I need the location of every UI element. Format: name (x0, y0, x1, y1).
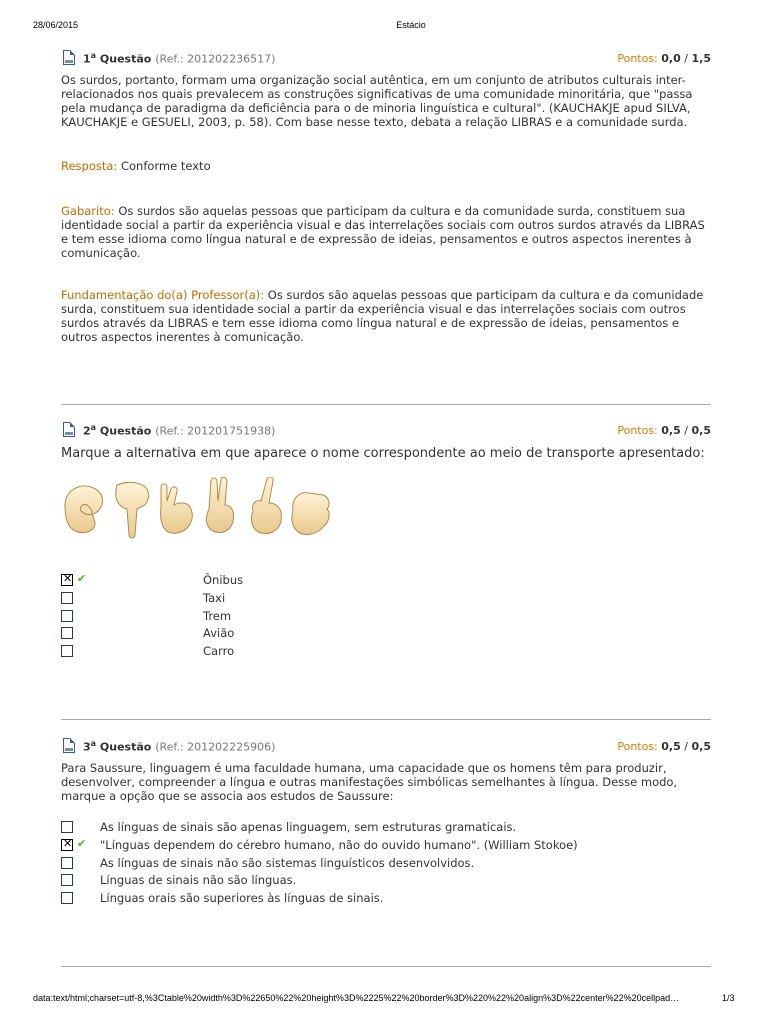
hand-sign-3 (161, 484, 193, 533)
option-row[interactable] (61, 591, 361, 607)
option-label: Taxi (203, 591, 226, 605)
question-2-points: Pontos: 0,5 / 0,5 (617, 424, 711, 437)
checkbox[interactable] (61, 874, 73, 886)
checkbox[interactable] (61, 645, 73, 657)
question-3-header (61, 738, 711, 756)
check-icon: ✔ (77, 837, 87, 850)
question-2-header (61, 422, 711, 440)
question-2-title: 2$^a$ Questão (Ref.: 201201751938) (83, 423, 276, 438)
check-icon: ✔ (77, 572, 87, 585)
question-1-points: Pontos: 0,0 / 1,5 (617, 52, 711, 65)
question-3-statement: Para Saussure, linguagem é uma faculdade humana, uma capacidade que os homens têm para produzir, desenvolver, compreender a língua e outras manifestações simbólicas semelhantes à língua. Desse modo, marque a opção que se associa aos estudos de Saussure: (61, 761, 678, 803)
checkbox-x-icon: ✕ (63, 572, 73, 585)
option-row[interactable] (61, 856, 711, 872)
question-3-points: Pontos: 0,5 / 0,5 (617, 740, 711, 753)
print-date: 28/06/2015 (33, 20, 79, 30)
hand-sign-1 (65, 486, 103, 533)
question-2-statement: Marque a alternativa em que aparece o nome correspondente ao meio de transporte apresentado: (61, 446, 705, 461)
option-row[interactable] (61, 838, 711, 854)
option-row[interactable] (61, 609, 361, 625)
option-row[interactable] (61, 626, 361, 642)
hand-sign-6 (292, 493, 329, 535)
option-label: Línguas orais são superiores às línguas de sinais. (100, 891, 384, 905)
option-row[interactable] (61, 573, 361, 589)
document-icon (63, 738, 75, 753)
option-row[interactable] (61, 644, 361, 660)
checkbox[interactable] (61, 610, 73, 622)
hand-sign-5 (251, 477, 281, 534)
divider (61, 404, 711, 405)
checkbox[interactable] (61, 592, 73, 604)
question-1-fundamentacao: Fundamentação do(a) Professor(a): Os surdos são aquelas pessoas que participam da cultura e da comunidade surda, constituem sua identidade social a partir da experiência visual e das interrelações sociais com outros surdos através da LIBRAS e tem esse idioma como língua natural e de expressão de ideias, pensamentos e outros aspectos inerentes à comunicação. (61, 288, 704, 344)
option-label: Avião (203, 626, 235, 640)
question-1-statement: Os surdos, portanto, formam uma organização social autêntica, em um conjunto de atributos culturais inter-relacionados nos quais prevalecem as construções significativas de uma comunidade minoritária, que "passa pela mudança de paradigma da deficiência para o de minoria linguística e cultural". (KAUCHAKJE apud SILVA, KAUCHAKJE e GESUELI, 2003, p. 58). Com base nesse texto, debata a relação LIBRAS e a comunidade surda. (61, 73, 693, 129)
option-row[interactable] (61, 891, 711, 907)
question-1-ref: (Ref.: 201202236517) (155, 52, 276, 66)
question-3-title: 3$^a$ Questão (Ref.: 201202225906) (83, 739, 276, 754)
option-label: Ônibus (203, 573, 244, 587)
question-1-answer: Resposta: Conforme texto (61, 159, 211, 173)
question-2-ref: (Ref.: 201201751938) (155, 424, 276, 438)
checkbox[interactable] (61, 839, 73, 851)
question-1-header (61, 50, 711, 68)
question-1-gabarito: Gabarito: Os surdos são aquelas pessoas que participam da cultura e da comunidade surda, constituem sua identidade social a partir da experiência visual e das interrelações sociais com outros surdos através da LIBRAS e tem esse idioma como língua natural e de expressão de ideias, pensamentos e outros aspectos inerentes à comunicação. (61, 204, 705, 260)
checkbox[interactable] (61, 627, 73, 639)
option-row[interactable] (61, 820, 711, 836)
option-label: Trem (203, 609, 232, 623)
checkbox[interactable] (61, 821, 73, 833)
checkbox[interactable] (61, 857, 73, 869)
option-label: Línguas de sinais não são línguas. (100, 873, 297, 887)
page-number: 1/3 (722, 993, 735, 1003)
option-label: Carro (203, 644, 235, 658)
print-url: data:text/html;charset=utf-8,%3Ctable%20width%3D%22650%22%20height%3D%2225%22%20border%3D%220%22%20align%3D%22center%22%20cellpad… (33, 993, 680, 1003)
checkbox[interactable] (61, 892, 73, 904)
print-title: Estácio (396, 20, 426, 30)
fingerspelling-hands-image (61, 477, 331, 539)
checkbox[interactable] (61, 574, 73, 586)
divider (61, 966, 711, 967)
option-label: As línguas de sinais são apenas linguagem, sem estruturas gramaticais. (100, 820, 517, 834)
hand-sign-4 (206, 477, 233, 532)
option-label: "Línguas dependem do cérebro humano, não do ouvido humano". (William Stokoe) (100, 838, 578, 852)
option-row[interactable] (61, 873, 711, 889)
checkbox-x-icon: ✕ (63, 837, 73, 850)
hand-sign-2 (116, 482, 149, 538)
question-1-title: 1$^a$ Questão (Ref.: 201202236517) (83, 51, 276, 66)
document-icon (63, 50, 75, 65)
divider (61, 719, 711, 720)
question-3-ref: (Ref.: 201202225906) (155, 740, 276, 754)
option-label: As línguas de sinais não são sistemas linguísticos desenvolvidos. (100, 856, 475, 870)
document-icon (63, 422, 75, 437)
